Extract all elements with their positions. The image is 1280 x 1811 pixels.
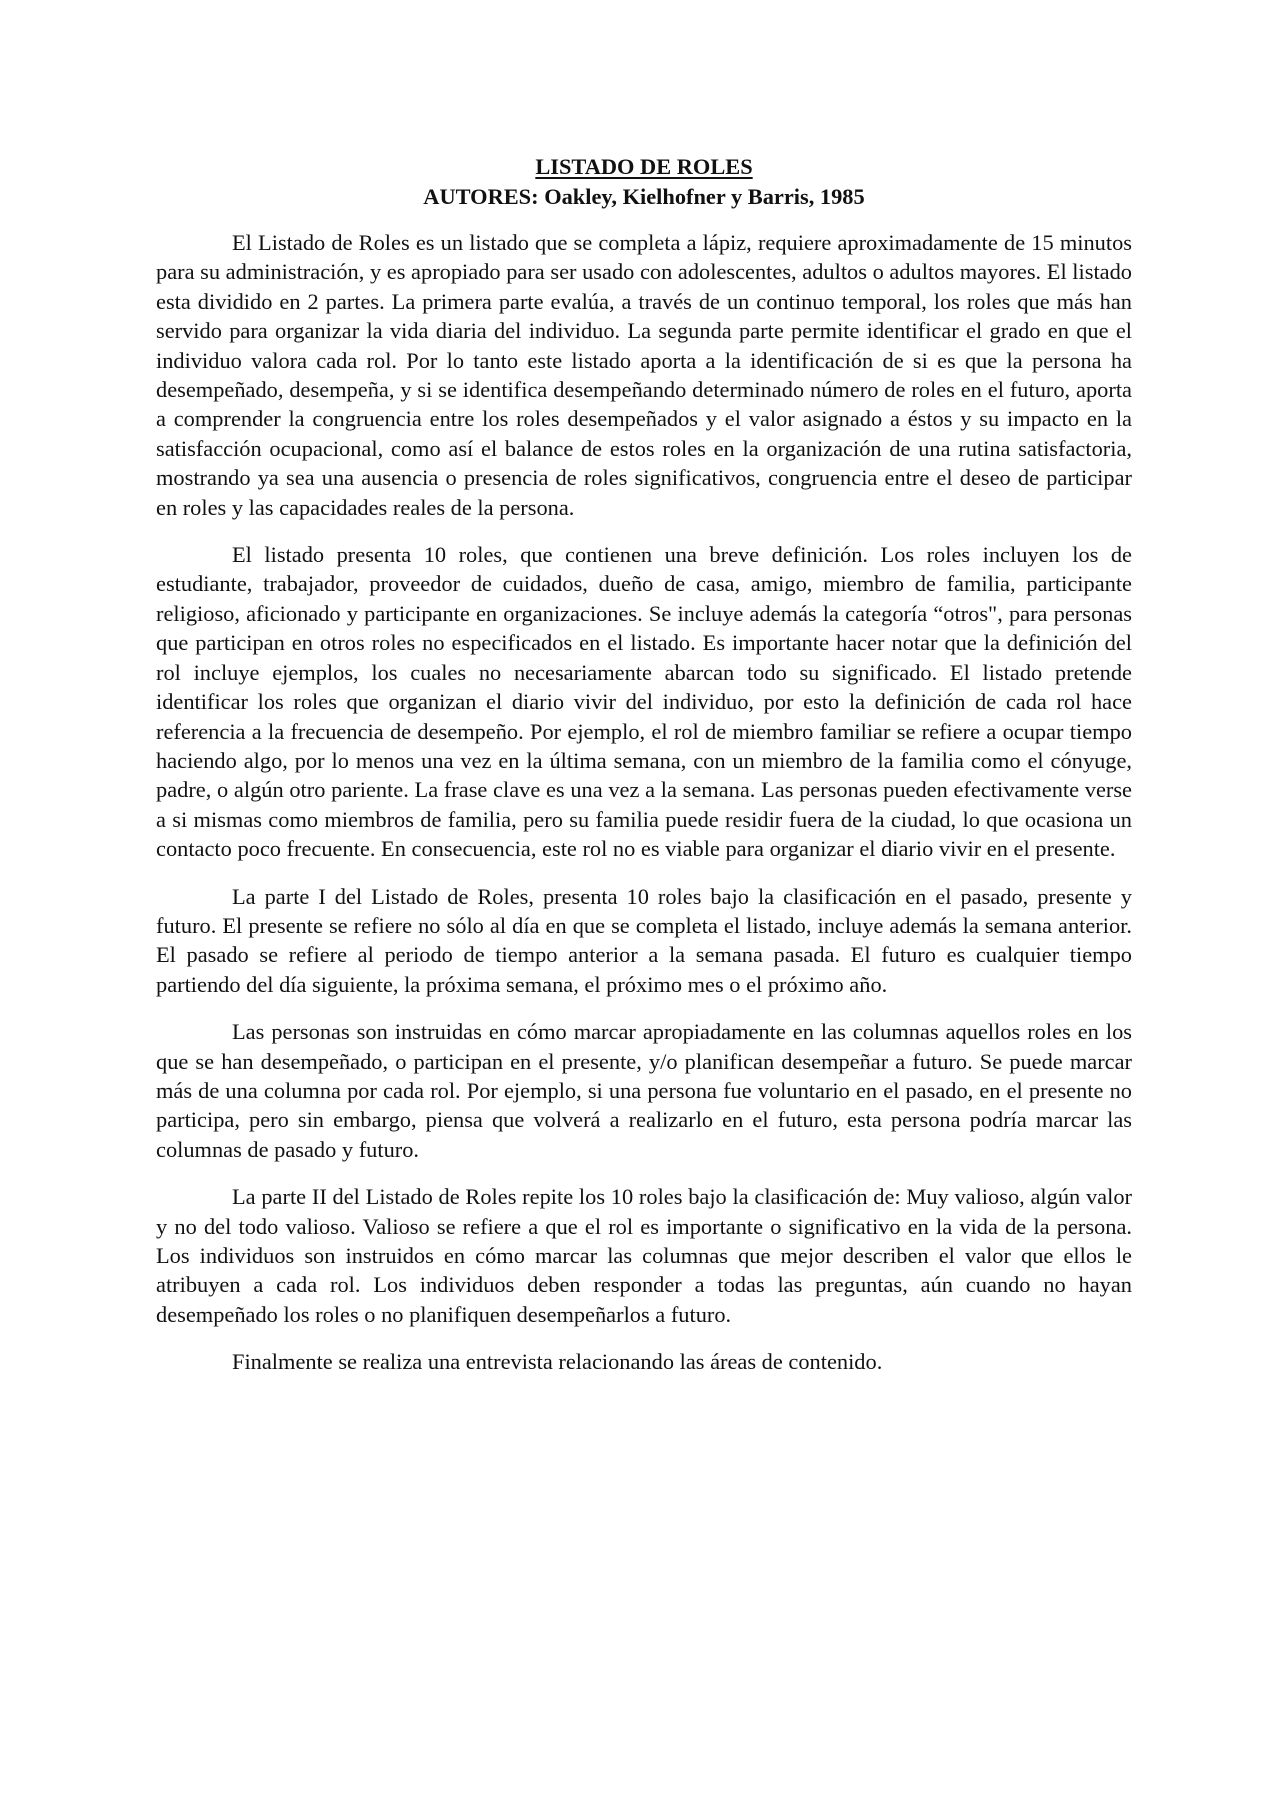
paragraph-part-two: La parte II del Listado de Roles repite los 10 roles bajo la clasificación de: Muy valioso, algún valor y no del todo valioso. Valioso se refiere a que el rol es importante o significativo en la vida de la persona. Los individuos son instruidos en cómo marcar las columnas que mejor describen el valor que ellos le atribuyen a cada rol. Los individuos deben responder a todas las preguntas, aún cuando no hayan desempeñado los roles o no planifiquen desempeñarlos a futuro. (156, 1184, 1132, 1327)
paragraph-instructions: Las personas son instruidas en cómo marcar apropiadamente en las columnas aquellos roles en los que se han desempeñado, o participan en el presente, y/o planifican desempeñar a futuro. Se puede marcar más de una columna por cada rol. Por ejemplo, si una persona fue voluntario en el pasado, en el presente no participa, pero sin embargo, piensa que volverá a realizarlo en el futuro, esta persona podría marcar las columnas de pasado y futuro. (156, 1019, 1132, 1162)
document-title-text: LISTADO DE ROLES (535, 154, 753, 179)
paragraph-part-one: La parte I del Listado de Roles, presenta 10 roles bajo la clasificación en el pasado, presente y futuro. El presente se refiere no sólo al día en que se completa el listado, incluye además la semana anterior. El pasado se refiere al periodo de tiempo anterior a la semana pasada. El futuro es cualquier tiempo partiendo del día siguiente, la próxima semana, el próximo mes o el próximo año. (156, 883, 1132, 997)
document-authors: AUTORES: Oakley, Kielhofner y Barris, 1985 (423, 184, 865, 209)
paragraph-introduction: El Listado de Roles es un listado que se completa a lápiz, requiere aproximadamente de 15 minutos para su administración, y es apropiado para ser usado con adolescentes, adultos o adultos mayores. El listado esta dividido en 2 partes. La primera parte evalúa, a través de un continuo temporal, los roles que más han servido para organizar la vida diaria del individuo. La segunda parte permite identificar el grado en que el individuo valora cada rol. Por lo tanto este listado aporta a la identificación de si es que la persona ha desempeñado, desempeña, y si se identifica desempeñando determinado número de roles en el futuro, aporta a comprender la congruencia entre los roles desempeñados y el valor asignado a éstos y su impacto en la satisfacción ocupacional, como así el balance de estos roles en la organización de una rutina satisfactoria, mostrando ya sea una ausencia o presencia de roles significativos, congruencia entre el deseo de participar en roles y las capacidades reales de la persona. (156, 230, 1132, 520)
document-page (156, 152, 1132, 1395)
paragraph-conclusion: Finalmente se realiza una entrevista relacionando las áreas de contenido. (232, 1349, 883, 1375)
paragraph-roles-description: El listado presenta 10 roles, que contienen una breve definición. Los roles incluyen los de estudiante, trabajador, proveedor de cuidados, dueño de casa, amigo, miembro de familia, participante religioso, aficionado y participante en organizaciones. Se incluye además la categoría “otros", para personas que participan en otros roles no especificados en el listado. Es importante hacer notar que la definición del rol incluye ejemplos, los cuales no necesariamente abarcan todo su significado. El listado pretende identificar los roles que organizan el diario vivir del individuo, por esto la definición de cada rol hace referencia a la frecuencia de desempeño. Por ejemplo, el rol de miembro familiar se refiere a ocupar tiempo haciendo algo, por lo menos una vez en la última semana, con un miembro de la familia como el cónyuge, padre, o algún otro pariente. La frase clave es una vez a la semana. Las personas pueden efectivamente verse a si mismas como miembros de familia, pero su familia puede residir fuera de la ciudad, lo que ocasiona un contacto poco frecuente. En consecuencia, este rol no es viable para organizar el diario vivir en el presente. (156, 542, 1132, 862)
document-title (156, 152, 1132, 182)
